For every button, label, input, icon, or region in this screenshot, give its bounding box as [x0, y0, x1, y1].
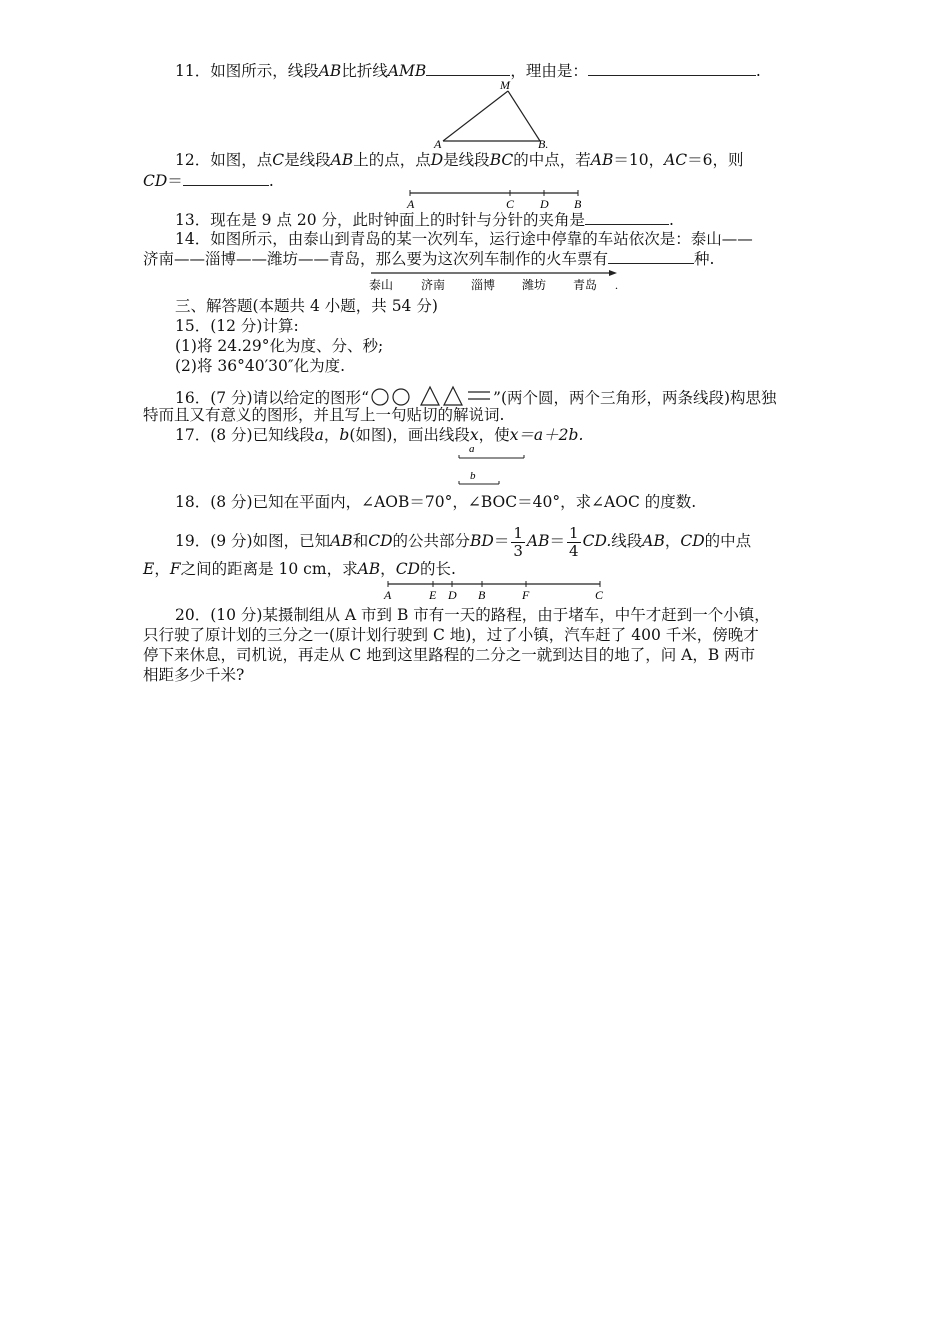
- q17-eq: x＝a＋2b.: [509, 426, 584, 444]
- q12-bc: BC: [489, 151, 514, 169]
- q19-tail: 线段: [611, 532, 643, 550]
- fig12-label-c: C: [506, 197, 515, 210]
- q20-line-2: 只行驶了原计划的三分之一(原计划行驶到 C 地)，过了小镇，汽车赶了 400 千米，傍晚才: [143, 626, 759, 644]
- q19-bd: BD: [470, 532, 494, 550]
- q19-tail2: 的中点: [704, 532, 752, 550]
- q11-end: .: [755, 62, 761, 80]
- q16-text: 16．(7 分)请以给定的图形“: [175, 389, 370, 407]
- q11-blank-1[interactable]: [426, 61, 510, 76]
- fig19-label-f: F: [522, 588, 530, 602]
- fig19-label-c: C: [595, 588, 604, 602]
- q19-rest: 之间的距离是 10 cm，求: [180, 560, 358, 578]
- q19-f: F: [169, 560, 181, 578]
- q20-line-3: 停下来休息，司机说，再走从 C 地到这里路程的二分之一就到达目的地了，问 A，B 两市: [143, 646, 756, 664]
- q12-ab2: AB: [590, 151, 614, 169]
- fig17-label-a: a: [469, 443, 475, 455]
- q17-x: x: [469, 426, 479, 444]
- q12-t2: 上的点，点: [353, 151, 431, 169]
- q11-text: 11．如图所示，线段: [175, 62, 319, 80]
- q19-eq: ＝: [493, 532, 510, 550]
- fig12-segment: [400, 186, 595, 210]
- fig11-triangle: [428, 78, 558, 150]
- q19-cd3: CD: [680, 532, 705, 550]
- q19-cd2: CD.: [582, 532, 612, 550]
- q16-line-2: 特而且又有意义的图形，并且写上一句贴切的解说词.: [143, 406, 505, 424]
- q19-and: 和: [352, 532, 369, 550]
- fig14-station-5: 青岛: [573, 278, 598, 292]
- q11-text-mid: 比折线: [341, 62, 388, 80]
- q17-mid2: ，使: [478, 426, 510, 444]
- fig19-label-a: A: [384, 588, 392, 602]
- q19-fraction-1: [511, 525, 525, 560]
- q19-ab4: AB: [357, 560, 381, 578]
- fig11-label-a: A: [434, 137, 442, 150]
- fig12-label-b: B: [574, 197, 582, 210]
- q16-text-post: ”(两个圆，两个三角形，两条线段)构思独: [493, 389, 777, 407]
- q19-frac2-den: 4: [569, 541, 579, 560]
- fig14-station-2: 济南: [421, 278, 446, 292]
- q20-line-4: 相距多少千米?: [143, 666, 245, 684]
- q19-ab2: AB: [526, 532, 550, 550]
- q12-eq3: ＝: [167, 172, 183, 190]
- q15-part2: (2)将 36°40′30″化为度.: [175, 357, 346, 375]
- fig14-station-3: 淄博: [471, 278, 496, 292]
- fig14-stations: [365, 266, 625, 298]
- q13-line: [175, 210, 674, 230]
- q19-cd: CD: [368, 532, 393, 550]
- q14-line-1: 14．如图所示，由泰山到青岛的某一次列车，运行途中停靠的车站依次是：泰山——: [175, 230, 753, 248]
- q17-text: 17．(8 分)已知线段: [175, 426, 315, 444]
- q15-part1: (1)将 24.29°化为度、分、秒;: [175, 337, 384, 355]
- q17-mid: (如图)，画出线段: [349, 426, 470, 444]
- q17-a: a: [314, 426, 324, 444]
- q20-line-1: 20．(10 分)某摄制组从 A 市到 B 市有一天的路程，由于堵车，中午才赶到一个小镇，: [175, 606, 770, 624]
- q12-ab: AB: [330, 151, 354, 169]
- q12-d: D: [430, 151, 444, 169]
- q13-end: .: [669, 211, 674, 229]
- q11-blank-2[interactable]: [588, 61, 756, 76]
- q13-text: 13．现在是 9 点 20 分，此时钟面上的时针与分针的夹角是: [175, 211, 586, 229]
- q19-e: E: [143, 560, 155, 578]
- fig19-segment: [378, 578, 610, 602]
- q19-line-1: [175, 522, 751, 560]
- q12-blank[interactable]: [183, 171, 269, 186]
- fig19-label-e: E: [429, 588, 437, 602]
- fig11-label-m: M: [500, 78, 510, 92]
- q13-blank[interactable]: [585, 210, 669, 225]
- q12-line-2: [143, 171, 274, 191]
- q19-frac2-num: 1: [569, 523, 579, 542]
- q17-b: b: [339, 426, 350, 444]
- q19-comma2: ，: [380, 560, 396, 578]
- q14-blank[interactable]: [608, 249, 694, 264]
- q18-line: 18．(8 分)已知在平面内，∠AOB＝70°，∠BOC＝40°，求∠AOC 的度数.: [175, 493, 697, 511]
- q12-line-1: [175, 150, 744, 170]
- q19-comma: ，: [664, 532, 681, 550]
- fig17-label-b: b: [470, 470, 476, 482]
- q19-frac1-num: 1: [513, 523, 523, 542]
- q19-end: 的长.: [419, 560, 456, 578]
- q12-t3: 是线段: [443, 151, 490, 169]
- q19-text: 19．(9 分)如图，已知: [175, 532, 331, 550]
- fig11-label-b: B.: [538, 137, 549, 150]
- q12-text: 12．如图，点: [175, 151, 273, 169]
- q12-t1: 是线段: [284, 151, 331, 169]
- fig12-label-a: A: [407, 197, 415, 210]
- q19-line-2: [143, 559, 456, 579]
- q19-ab3: AB: [642, 532, 665, 550]
- q12-c: C: [272, 151, 285, 169]
- q12-cd: CD: [143, 172, 168, 190]
- q12-ac: AC: [664, 151, 688, 169]
- q19-frac1-den: 3: [513, 541, 523, 560]
- fig14-station-1: 泰山: [369, 278, 394, 292]
- q12-t4: 的中点，若: [513, 151, 591, 169]
- q11-reason: ，理由是：: [510, 62, 588, 80]
- q17-comma: ，: [323, 426, 340, 444]
- fig19-label-d: D: [448, 588, 457, 602]
- section3-heading: 三、解答题(本题共 4 小题，共 54 分): [175, 297, 438, 315]
- q15-head: 15．(12 分)计算:: [175, 317, 299, 335]
- q12-eq2: ＝6，则: [687, 151, 744, 169]
- q19-cd4: CD: [395, 560, 420, 578]
- q19-mid: 的公共部分: [392, 532, 471, 550]
- q12-eq1: ＝10，: [613, 151, 665, 169]
- fig17-segments: [452, 442, 532, 488]
- q11-amb: AMB: [387, 62, 427, 80]
- q11-ab: AB: [318, 62, 342, 80]
- q14-end: 种.: [694, 250, 715, 268]
- q19-ab: AB: [330, 532, 353, 550]
- q12-end: .: [268, 172, 274, 190]
- q14-text: 济南——淄博——潍坊——青岛，那么要为这次列车制作的火车票有: [143, 250, 609, 268]
- fig14-station-4: 潍坊: [522, 278, 547, 292]
- q19-c: ，: [154, 560, 170, 578]
- q19-eq2: ＝: [549, 532, 566, 550]
- fig19-label-b: B: [478, 588, 486, 602]
- fig14-dot: .: [615, 278, 618, 292]
- q19-fraction-2: [567, 525, 581, 560]
- fig12-label-d: D: [540, 197, 549, 210]
